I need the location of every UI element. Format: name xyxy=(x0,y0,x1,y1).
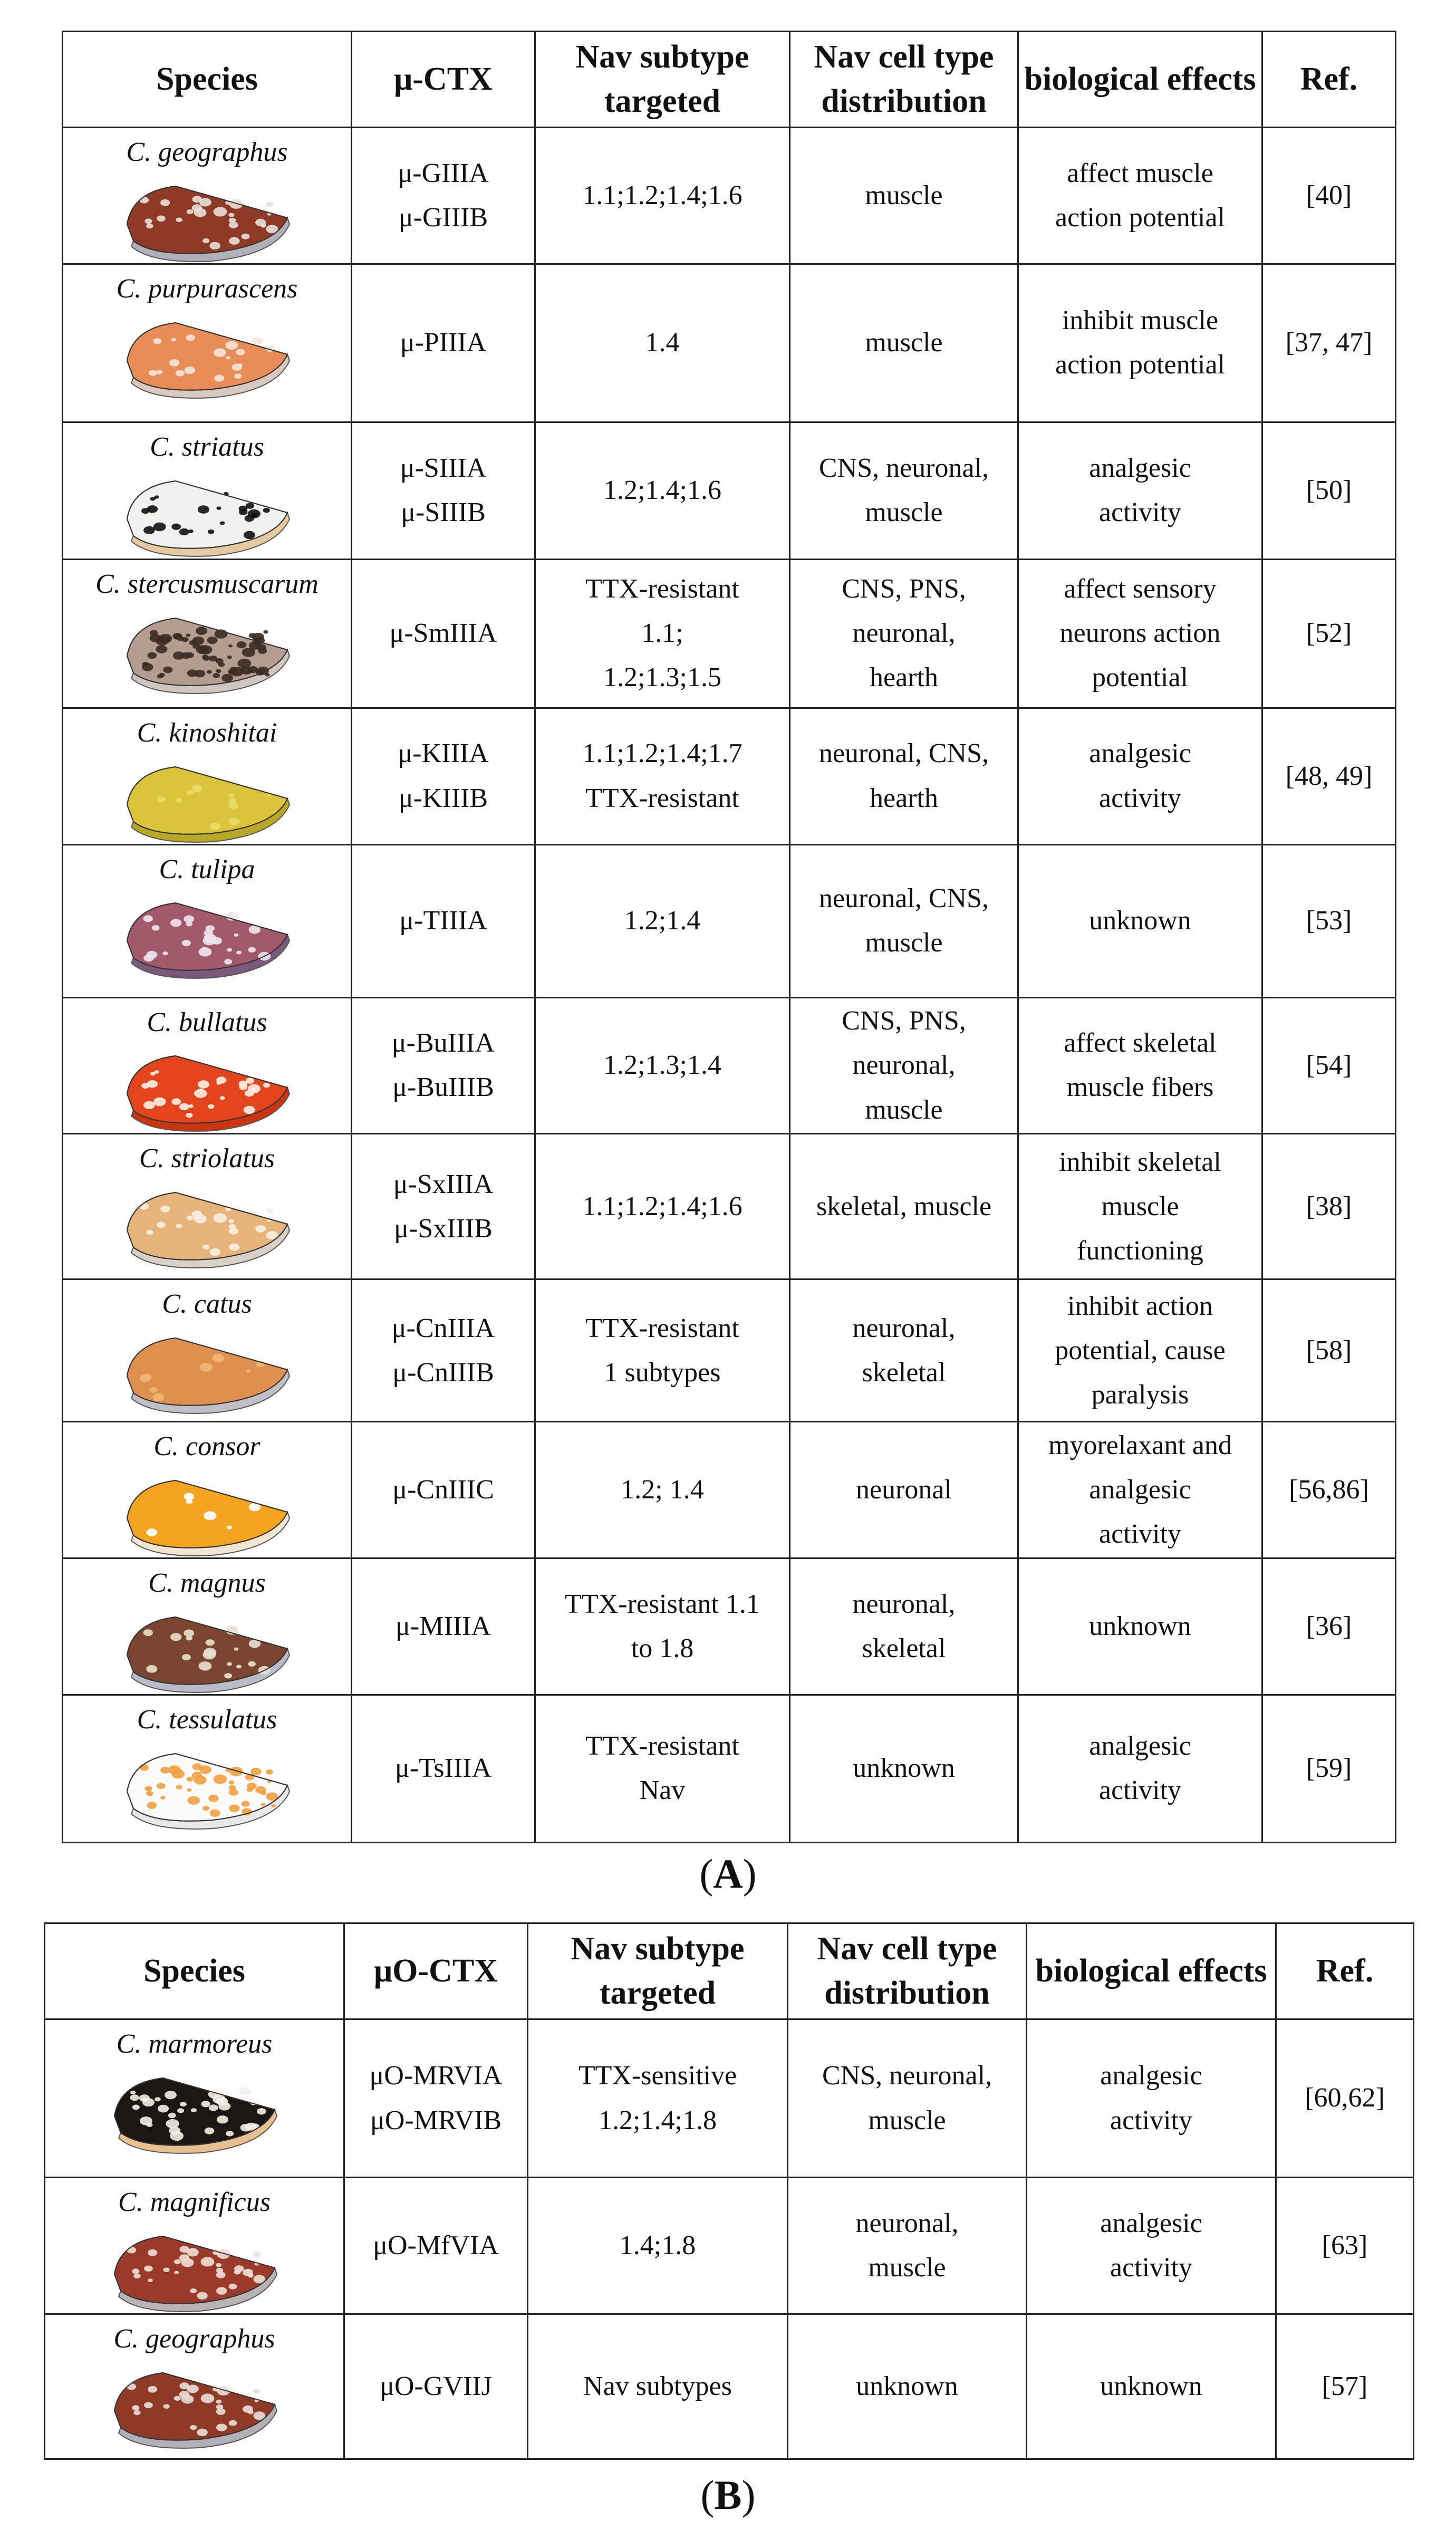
distribution-cell xyxy=(790,1558,1018,1695)
distribution-cell-line: neuronal, xyxy=(852,1589,956,1619)
effects-cell xyxy=(1018,559,1262,708)
ctx-cell xyxy=(344,2019,528,2178)
distribution-cell-line: CNS, neuronal, xyxy=(818,453,989,484)
subtype-cell-line: TTX-resistant 1.1 xyxy=(565,1589,760,1619)
effects-cell-line: potential, cause xyxy=(1055,1335,1226,1365)
species-cell xyxy=(63,128,352,264)
distribution-cell-line: neuronal, xyxy=(852,1050,956,1081)
effects-cell-line: unknown xyxy=(1089,1611,1191,1641)
species-cell xyxy=(45,2019,344,2178)
header-subtype: Nav subtype targeted xyxy=(528,1923,788,2019)
table-row xyxy=(45,2178,1414,2314)
caption-a: (A) xyxy=(699,1851,757,1897)
distribution-cell xyxy=(790,844,1018,997)
shell-image xyxy=(69,468,345,558)
ctx-cell-line: μ-KIIIB xyxy=(398,783,488,813)
effects-cell-line: affect muscle xyxy=(1067,158,1213,188)
effects-cell-line: activity xyxy=(1099,783,1181,813)
effects-cell xyxy=(1018,1279,1262,1422)
header-ref: Ref. xyxy=(1262,32,1396,128)
subtype-cell xyxy=(535,997,790,1134)
table-b xyxy=(44,1922,1414,2460)
subtype-cell-line: 1.4;1.8 xyxy=(619,2230,696,2260)
effects-cell-line: action potential xyxy=(1055,202,1225,233)
species-name: C. catus xyxy=(162,1289,252,1320)
effects-cell-line: analgesic xyxy=(1089,1475,1191,1505)
species-cell xyxy=(63,422,352,559)
table-a xyxy=(62,31,1396,1843)
table-row xyxy=(63,1558,1396,1695)
distribution-cell-line: neuronal, xyxy=(852,618,956,649)
effects-cell xyxy=(1027,2019,1276,2178)
shell-image xyxy=(69,1180,345,1269)
shell-image xyxy=(69,890,345,980)
shell-image xyxy=(69,754,345,844)
subtype-cell-line: 1.2;1.4 xyxy=(624,905,701,936)
ref-cell: [38] xyxy=(1262,1134,1396,1279)
ctx-cell-line: μ-TsIIIA xyxy=(394,1753,492,1784)
subtype-cell-line: TTX-resistant xyxy=(585,1731,739,1762)
distribution-cell-line: muscle xyxy=(865,328,943,358)
ctx-cell xyxy=(352,1558,535,1695)
effects-cell-line: unknown xyxy=(1100,2371,1202,2401)
effects-cell-line: muscle xyxy=(1101,1191,1179,1221)
subtype-cell xyxy=(535,559,790,708)
table-row xyxy=(45,2019,1414,2178)
species-name: C. consor xyxy=(153,1431,261,1462)
ref-cell: [53] xyxy=(1262,844,1396,997)
header-effects: biological effects xyxy=(1027,1923,1276,2019)
ctx-cell-line: μ-SxIIIB xyxy=(394,1213,493,1244)
ctx-cell xyxy=(352,997,535,1134)
effects-cell-line: unknown xyxy=(1089,905,1191,936)
effects-cell-line: analgesic xyxy=(1100,2061,1202,2091)
subtype-cell-line: 1.2;1.4;1.8 xyxy=(599,2105,717,2135)
distribution-cell-line: skeletal xyxy=(862,1357,946,1388)
species-cell xyxy=(63,708,352,844)
table-a-header-row xyxy=(63,32,1396,128)
shell-image xyxy=(69,310,345,400)
ctx-cell-line: μ-BuIIIA xyxy=(391,1028,495,1059)
effects-cell xyxy=(1018,422,1262,559)
ctx-cell-line: μ-SIIIB xyxy=(401,497,486,528)
subtype-cell-line: 1.4 xyxy=(645,328,680,358)
subtype-cell xyxy=(535,1695,790,1842)
table-b-header-row xyxy=(45,1923,1414,2019)
ctx-cell xyxy=(352,264,535,422)
species-name: C. geographus xyxy=(113,2323,275,2354)
distribution-cell-line: muscle xyxy=(868,2252,946,2283)
subtype-cell xyxy=(535,1422,790,1558)
shell-image xyxy=(69,174,345,263)
header-distribution: Nav cell type distribution xyxy=(790,32,1018,128)
shell-image xyxy=(69,1325,345,1415)
effects-cell xyxy=(1027,2314,1276,2459)
species-name: C. magnus xyxy=(148,1568,266,1599)
effects-cell xyxy=(1018,708,1262,844)
subtype-cell-line: 1.2;1.3;1.5 xyxy=(603,662,721,693)
subtype-cell xyxy=(535,1279,790,1422)
ctx-cell-line: μ-MIIIA xyxy=(396,1611,491,1641)
header-species: Species xyxy=(45,1923,344,2019)
subtype-cell xyxy=(528,2314,788,2459)
species-cell xyxy=(63,1695,352,1842)
shell-image xyxy=(51,2065,338,2155)
distribution-cell xyxy=(790,422,1018,559)
caption-b-letter: B xyxy=(714,2472,742,2518)
table-row xyxy=(45,2314,1414,2459)
ctx-cell xyxy=(352,708,535,844)
ctx-cell xyxy=(352,1695,535,1842)
distribution-cell xyxy=(790,1422,1018,1558)
species-name: C. tessulatus xyxy=(137,1704,277,1735)
effects-cell xyxy=(1018,1422,1262,1558)
distribution-cell xyxy=(790,708,1018,844)
subtype-cell xyxy=(535,708,790,844)
ctx-cell xyxy=(352,1422,535,1558)
distribution-cell-line: neuronal, CNS, xyxy=(818,883,989,913)
subtype-cell xyxy=(528,2019,788,2178)
effects-cell xyxy=(1018,264,1262,422)
table-row xyxy=(63,128,1396,264)
ctx-cell xyxy=(344,2314,528,2459)
ctx-cell-line: μO-MRVIA xyxy=(369,2061,503,2091)
species-cell xyxy=(63,1279,352,1422)
species-cell xyxy=(63,264,352,422)
ctx-cell-line: μ-GIIIB xyxy=(398,202,488,233)
distribution-cell-line: neuronal, CNS, xyxy=(818,738,989,769)
table-row xyxy=(63,844,1396,997)
distribution-cell-line: hearth xyxy=(870,662,938,693)
species-name: C. kinoshitai xyxy=(137,717,277,748)
ctx-cell-line: μ-CnIIIB xyxy=(392,1357,494,1388)
species-cell xyxy=(63,844,352,997)
distribution-cell-line: skeletal, muscle xyxy=(816,1191,992,1221)
ctx-cell-line: μ-KIIIA xyxy=(398,738,489,769)
subtype-cell xyxy=(535,128,790,264)
effects-cell xyxy=(1027,2178,1276,2314)
effects-cell xyxy=(1018,844,1262,997)
ctx-cell xyxy=(352,559,535,708)
ctx-cell-line: μO-MRVIB xyxy=(370,2105,502,2135)
shell-image xyxy=(51,2360,338,2450)
effects-cell-line: activity xyxy=(1099,497,1181,528)
species-name: C. striatus xyxy=(150,431,264,462)
ctx-cell-line: μ-BuIIIB xyxy=(392,1072,494,1103)
distribution-cell-line: unknown xyxy=(853,1753,955,1784)
effects-cell-line: activity xyxy=(1110,2105,1192,2135)
subtype-cell xyxy=(535,422,790,559)
ctx-cell-line: μ-PIIIA xyxy=(400,328,487,358)
distribution-cell-line: muscle xyxy=(865,497,943,528)
ref-cell: [54] xyxy=(1262,997,1396,1134)
subtype-cell-line: TTX-resistant xyxy=(585,573,739,604)
distribution-cell-line: CNS, neuronal, xyxy=(822,2061,992,2091)
shell-image xyxy=(69,1468,345,1557)
ctx-cell-line: μ-CnIIIA xyxy=(391,1313,495,1343)
table-row xyxy=(63,997,1396,1134)
table-row xyxy=(63,559,1396,708)
species-name: C. tulipa xyxy=(159,854,255,884)
ctx-cell-line: μO-MfVIA xyxy=(373,2230,499,2260)
subtype-cell xyxy=(535,264,790,422)
subtype-cell-line: Nav subtypes xyxy=(583,2371,732,2401)
effects-cell-line: affect sensory xyxy=(1064,573,1217,604)
species-name: C. bullatus xyxy=(147,1007,267,1037)
distribution-cell xyxy=(788,2314,1027,2459)
effects-cell-line: potential xyxy=(1092,662,1188,693)
header-species: Species xyxy=(63,32,352,128)
ctx-cell-line: μO-GVIIJ xyxy=(380,2371,492,2401)
subtype-cell-line: TTX-resistant xyxy=(585,1313,739,1343)
ref-cell: [57] xyxy=(1276,2314,1414,2459)
subtype-cell xyxy=(535,1134,790,1279)
subtype-cell xyxy=(535,844,790,997)
species-cell xyxy=(63,1134,352,1279)
ctx-cell-line: μ-SIIIA xyxy=(400,453,487,484)
effects-cell xyxy=(1018,128,1262,264)
effects-cell-line: inhibit skeletal xyxy=(1059,1147,1221,1177)
effects-cell-line: inhibit action xyxy=(1067,1291,1213,1321)
table-row xyxy=(63,1134,1396,1279)
distribution-cell-line: CNS, PNS, xyxy=(842,1006,966,1036)
ctx-cell xyxy=(352,1279,535,1422)
ctx-cell xyxy=(352,844,535,997)
species-name: C. magnificus xyxy=(118,2187,271,2217)
distribution-cell xyxy=(790,1279,1018,1422)
distribution-cell xyxy=(790,264,1018,422)
effects-cell-line: activity xyxy=(1110,2252,1192,2283)
header-ctx: μO-CTX xyxy=(344,1923,528,2019)
distribution-cell xyxy=(790,1695,1018,1842)
distribution-cell xyxy=(790,997,1018,1134)
effects-cell xyxy=(1018,1695,1262,1842)
species-cell xyxy=(63,559,352,708)
effects-cell-line: functioning xyxy=(1077,1236,1203,1266)
effects-cell-line: action potential xyxy=(1055,350,1225,380)
distribution-cell xyxy=(788,2178,1027,2314)
ref-cell: [52] xyxy=(1262,559,1396,708)
distribution-cell-line: skeletal xyxy=(862,1633,946,1664)
subtype-cell xyxy=(528,2178,788,2314)
distribution-cell-line: muscle xyxy=(868,2105,946,2135)
ctx-cell xyxy=(344,2178,528,2314)
effects-cell-line: activity xyxy=(1099,1775,1181,1806)
effects-cell-line: analgesic xyxy=(1089,1731,1191,1762)
distribution-cell xyxy=(788,2019,1027,2178)
effects-cell-line: myorelaxant and xyxy=(1048,1430,1232,1460)
effects-cell-line: paralysis xyxy=(1091,1380,1189,1410)
distribution-cell-line: neuronal, xyxy=(852,1313,956,1343)
subtype-cell-line: 1.1; xyxy=(641,618,683,649)
distribution-cell-line: neuronal xyxy=(856,1475,952,1505)
species-cell xyxy=(45,2314,344,2459)
ref-cell: [58] xyxy=(1262,1279,1396,1422)
distribution-cell xyxy=(790,1134,1018,1279)
shell-image xyxy=(51,2224,338,2313)
ctx-cell xyxy=(352,1134,535,1279)
ref-cell: [40] xyxy=(1262,128,1396,264)
table-row xyxy=(63,1695,1396,1842)
table-row xyxy=(63,422,1396,559)
distribution-cell xyxy=(790,559,1018,708)
ctx-cell xyxy=(352,128,535,264)
ref-cell: [56,86] xyxy=(1262,1422,1396,1558)
subtype-cell-line: TTX-sensitive xyxy=(578,2061,737,2091)
subtype-cell-line: 1.2;1.3;1.4 xyxy=(603,1050,721,1081)
effects-cell-line: analgesic xyxy=(1089,738,1191,769)
subtype-cell-line: 1.1;1.2;1.4;1.7 xyxy=(582,738,743,769)
effects-cell-line: affect skeletal xyxy=(1064,1028,1217,1059)
header-ref: Ref. xyxy=(1276,1923,1414,2019)
species-name: C. striolatus xyxy=(139,1143,275,1174)
ctx-cell xyxy=(352,422,535,559)
distribution-cell-line: muscle xyxy=(865,180,943,210)
distribution-cell-line: CNS, PNS, xyxy=(842,573,966,604)
table-row xyxy=(63,1279,1396,1422)
ref-cell: [63] xyxy=(1276,2178,1414,2314)
species-name: C. marmoreus xyxy=(116,2029,273,2059)
shell-image xyxy=(69,1741,345,1831)
subtype-cell-line: 1.1;1.2;1.4;1.6 xyxy=(582,180,743,210)
species-cell xyxy=(63,1422,352,1558)
ctx-cell-line: μ-CnIIIC xyxy=(392,1475,494,1505)
species-cell xyxy=(63,997,352,1134)
subtype-cell-line: TTX-resistant xyxy=(585,783,739,813)
species-name: C. geographus xyxy=(126,137,288,167)
header-effects: biological effects xyxy=(1018,32,1262,128)
shell-image xyxy=(69,1604,345,1694)
subtype-cell-line: to 1.8 xyxy=(631,1633,694,1664)
distribution-cell-line: unknown xyxy=(856,2371,958,2401)
species-name: C. purpurascens xyxy=(116,273,298,304)
effects-cell-line: inhibit muscle xyxy=(1062,305,1219,336)
subtype-cell-line: 1.2;1.4;1.6 xyxy=(603,475,721,506)
shell-image xyxy=(69,1043,345,1133)
ctx-cell-line: μ-SmIIIA xyxy=(389,618,497,649)
caption-a-letter: A xyxy=(713,1851,743,1897)
ctx-cell-line: μ-SxIIIA xyxy=(393,1169,494,1199)
subtype-cell-line: 1 subtypes xyxy=(604,1357,721,1388)
species-cell xyxy=(63,1558,352,1695)
distribution-cell-line: neuronal, xyxy=(855,2208,959,2238)
species-cell xyxy=(45,2178,344,2314)
effects-cell xyxy=(1018,1558,1262,1695)
effects-cell-line: neurons action xyxy=(1059,618,1221,649)
ref-cell: [37, 47] xyxy=(1262,264,1396,422)
distribution-cell xyxy=(790,128,1018,264)
ref-cell: [60,62] xyxy=(1276,2019,1414,2178)
effects-cell-line: muscle fibers xyxy=(1066,1072,1214,1103)
header-ctx: μ-CTX xyxy=(352,32,535,128)
distribution-cell-line: muscle xyxy=(865,1094,943,1125)
subtype-cell xyxy=(535,1558,790,1695)
table-row xyxy=(63,264,1396,422)
distribution-cell-line: hearth xyxy=(870,783,938,813)
shell-image xyxy=(69,605,345,695)
effects-cell-line: analgesic xyxy=(1089,453,1191,484)
ctx-cell-line: μ-GIIIA xyxy=(398,158,489,188)
ref-cell: [48, 49] xyxy=(1262,708,1396,844)
subtype-cell-line: 1.1;1.2;1.4;1.6 xyxy=(582,1191,743,1221)
subtype-cell-line: 1.2; 1.4 xyxy=(621,1475,704,1505)
table-row xyxy=(63,1422,1396,1558)
ref-cell: [50] xyxy=(1262,422,1396,559)
effects-cell-line: activity xyxy=(1099,1519,1181,1550)
caption-b: (B) xyxy=(700,2472,756,2518)
subtype-cell-line: Nav xyxy=(639,1775,686,1806)
table-row xyxy=(63,708,1396,844)
ref-cell: [36] xyxy=(1262,1558,1396,1695)
species-name: C. stercusmuscarum xyxy=(95,569,319,599)
header-subtype: Nav subtype targeted xyxy=(535,32,790,128)
ctx-cell-line: μ-TIIIA xyxy=(399,905,487,936)
effects-cell-line: analgesic xyxy=(1100,2208,1202,2238)
effects-cell xyxy=(1018,997,1262,1134)
distribution-cell-line: muscle xyxy=(865,928,943,958)
effects-cell xyxy=(1018,1134,1262,1279)
ref-cell: [59] xyxy=(1262,1695,1396,1842)
header-distribution: Nav cell type distribution xyxy=(788,1923,1027,2019)
